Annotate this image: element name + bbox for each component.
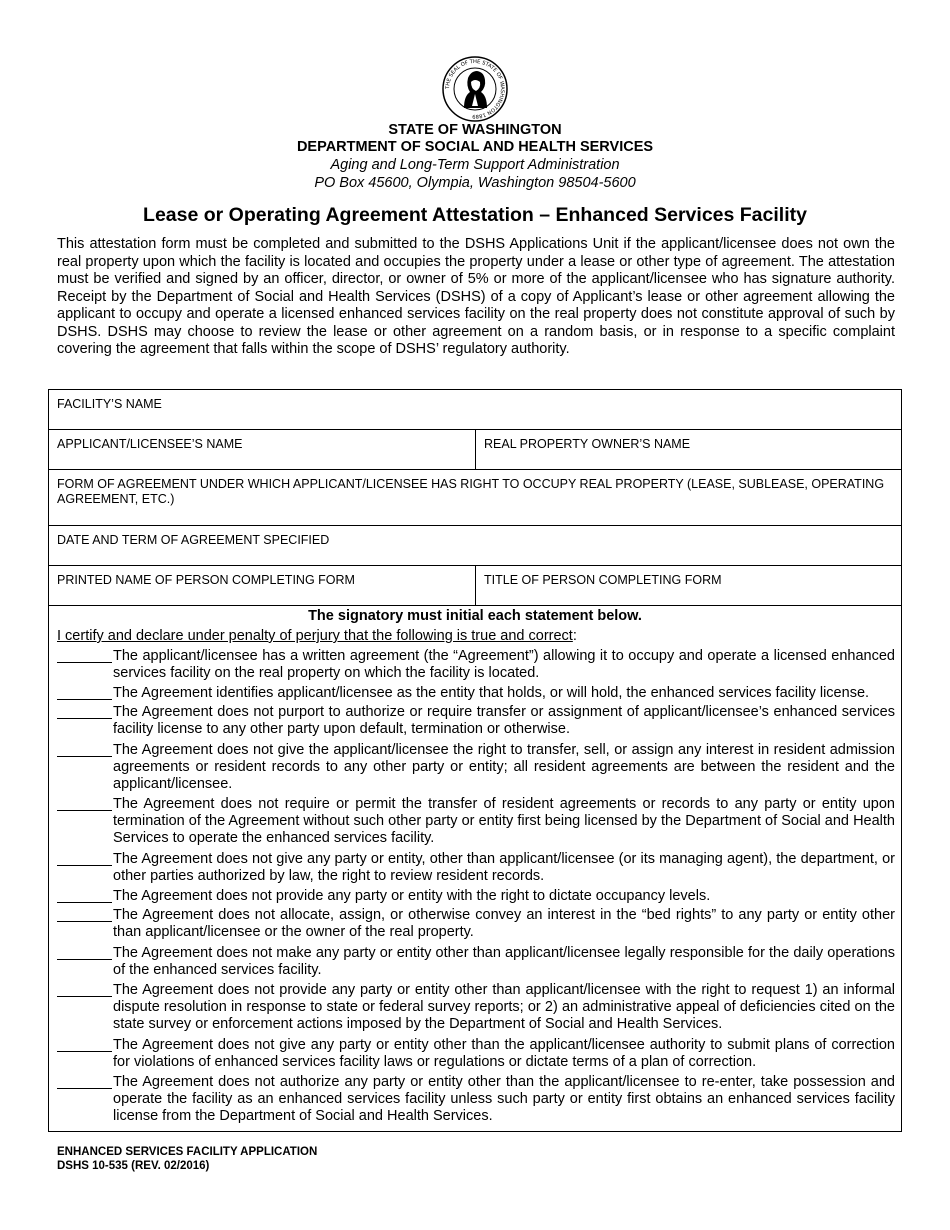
completer-row [49, 566, 901, 606]
declaration-text: I certify and declare under penalty of perjury that the following is true and correct [57, 628, 573, 644]
signatory-instruction: The signatory must initial each statement below. [308, 608, 642, 624]
facility-name-label: FACILITY’S NAME [57, 397, 162, 411]
statement-item [57, 648, 895, 682]
footer-form-name: ENHANCED SERVICES FACILITY APPLICATION [57, 1146, 318, 1158]
applicant-name-label: APPLICANT/LICENSEE’S NAME [57, 437, 243, 451]
certification-declaration [57, 628, 577, 645]
statement-text: The Agreement does not provide any party or entity other than applicant/licensee with the right to request 1) an informal dispute resolution in response to state or federal survey reports; or 2) an administrative appeal of deficiencies cited on the state survey or enforcement actions imposed by the Department of Social and Health Services. [113, 982, 895, 1033]
printed-name-field[interactable] [49, 566, 475, 605]
initial-blank[interactable] [57, 865, 112, 866]
initial-blank[interactable] [57, 756, 112, 757]
names-row [49, 430, 901, 470]
statement-text: The Agreement does not authorize any party or entity other than the applicant/licensee to re-enter, take possession and operate the facility as an enhanced services facility unless such party or entity first obtains an enhanced services facility license from the Department of Social and Health Services. [113, 1074, 895, 1125]
statement-text: The Agreement does not allocate, assign, or otherwise convey an interest in the “bed rights” to any party or entity other than applicant/licensee or the owner of the real property. [113, 907, 895, 941]
statement-text: The Agreement does not make any party or entity other than applicant/licensee legally responsible for the daily operations of the enhanced services facility. [113, 945, 895, 979]
initial-blank[interactable] [57, 1051, 112, 1052]
statement-item [57, 704, 895, 738]
department-name: DEPARTMENT OF SOCIAL AND HEALTH SERVICES [296, 139, 654, 155]
initial-blank[interactable] [57, 699, 112, 700]
initial-blank[interactable] [57, 810, 112, 811]
statement-text: The Agreement does not give any party or entity, other than applicant/licensee (or its managing agent), the department, or other parties authorized by law, the right to review resident records. [113, 851, 895, 885]
printed-name-label: PRINTED NAME OF PERSON COMPLETING FORM [57, 573, 355, 587]
statement-text: The Agreement does not give the applicant/licensee the right to transfer, sell, or assign any interest in resident admission agreements or resident records to any other party or entity; all resident agreements are between the resident and the applicant/licensee. [113, 742, 895, 793]
footer-form-number: DSHS 10-535 (REV. 02/2016) [57, 1160, 210, 1172]
administration-name: Aging and Long-Term Support Administration [330, 157, 620, 173]
statement-text: The Agreement does not provide any party or entity with the right to dictate occupancy levels. [113, 888, 711, 904]
attestation-form [48, 389, 902, 1132]
statement-item [57, 907, 895, 941]
statement-text: The applicant/licensee has a written agreement (the “Agreement”) allowing it to occupy and operate a licensed enhanced services facility on the real property on which the facility is located. [113, 648, 895, 682]
state-seal-icon [442, 56, 508, 122]
owner-name-label: REAL PROPERTY OWNER’S NAME [484, 437, 691, 451]
statement-text: The Agreement identifies applicant/licensee as the entity that holds, or will hold, the enhanced services facility license. [113, 685, 870, 701]
statement-item [57, 888, 895, 905]
initial-blank[interactable] [57, 959, 112, 960]
agreement-form-label: FORM OF AGREEMENT UNDER WHICH APPLICANT/LICENSEE HAS RIGHT TO OCCUPY REAL PROPERTY (LEASE, SUBLEASE, OPERATING AGREEMENT, ETC.) [57, 477, 885, 506]
initial-blank[interactable] [57, 662, 112, 663]
statement-text: The Agreement does not require or permit the transfer of resident agreements or records to any party or entity upon termination of the Agreement without such other party or entity first being licensed by the Department of Social and Health Services to operate the enhanced services facility. [113, 796, 895, 847]
statement-item [57, 742, 895, 794]
form-title: Lease or Operating Agreement Attestation – Enhanced Services Facility [143, 204, 807, 226]
intro-paragraph: This attestation form must be completed and submitted to the DSHS Applications Unit if the applicant/licensee does not own the real property upon which the facility is located and occupies the property under a lease or other type of agreement. The attestation must be verified and signed by an officer, director, or owner of 5% or more of the applicant/licensee who has signature authority. Receipt by the Department of Social and Health Services (DSHS) of a copy of Applicant’s lease or other agreement allowing the applicant to occupy and operate a licensed enhanced services facility on the real property does not constitute approval of such by DSHS. DSHS may choose to review the lease or other agreement on a random basis, or in response to a specific complaint covering the agreement that falls within the scope of DSHS’ regulatory authority. [57, 236, 895, 357]
initial-blank[interactable] [57, 921, 112, 922]
applicant-name-field[interactable] [49, 430, 475, 469]
facility-name-field[interactable] [49, 390, 901, 430]
agency-name: STATE OF WASHINGTON [388, 122, 562, 138]
statement-item [57, 1037, 895, 1071]
initial-blank[interactable] [57, 996, 112, 997]
statement-text: The Agreement does not purport to authorize or require transfer or assignment of applicant/licensee’s enhanced services facility license to any other party upon default, termination or otherwise. [113, 704, 895, 738]
mailing-address: PO Box 45600, Olympia, Washington 98504-5600 [314, 175, 636, 191]
svg-text:THE SEAL OF THE STATE OF WASHI: THE SEAL OF THE STATE OF WASHINGTON 1889 [444, 58, 506, 120]
agreement-form-field[interactable] [49, 470, 901, 526]
initial-blank[interactable] [57, 718, 112, 719]
statement-item [57, 1074, 895, 1126]
declaration-colon: : [572, 628, 577, 644]
agreement-date-term-label: DATE AND TERM OF AGREEMENT SPECIFIED [57, 533, 330, 547]
agreement-date-term-field[interactable] [49, 526, 901, 566]
statement-text: The Agreement does not give any party or entity other than the applicant/licensee authority to submit plans of correction for violations of enhanced services facility laws or regulations or dictate terms of a plan of correction. [113, 1037, 895, 1071]
statement-item [57, 796, 895, 848]
owner-name-field[interactable] [475, 430, 901, 469]
person-title-label: TITLE OF PERSON COMPLETING FORM [484, 573, 722, 587]
initial-blank[interactable] [57, 1088, 112, 1089]
person-title-field[interactable] [475, 566, 901, 605]
statement-item [57, 982, 895, 1034]
statement-item [57, 685, 895, 702]
statement-item [57, 851, 895, 885]
initial-blank[interactable] [57, 902, 112, 903]
statement-item [57, 945, 895, 979]
